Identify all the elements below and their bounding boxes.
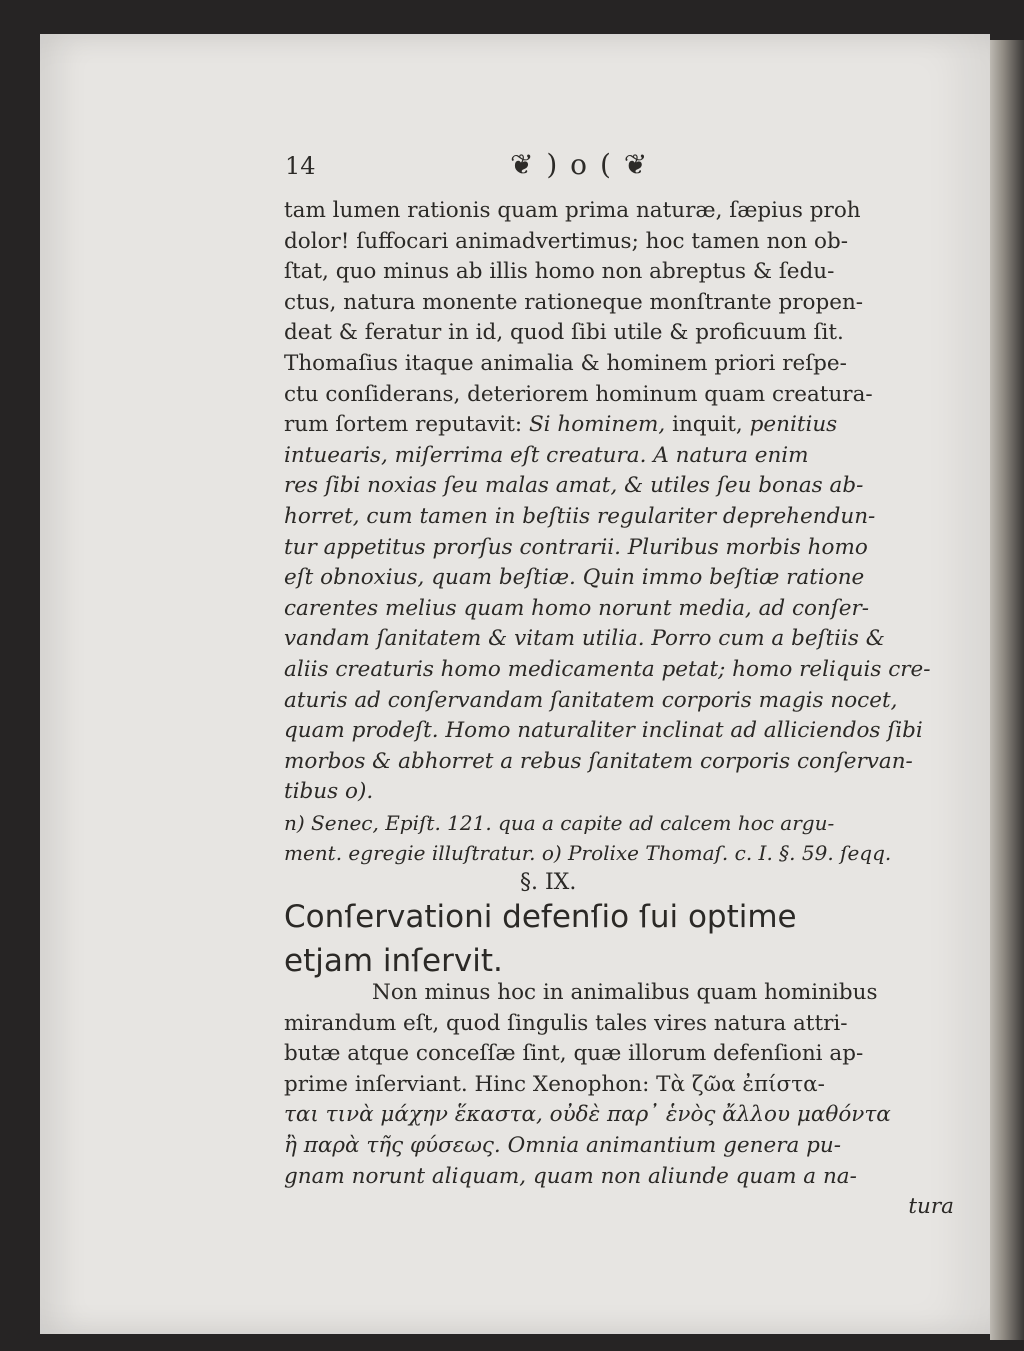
mixed-line: ἢ παρὰ τῆς φύσεως. Omnia animantium genera pu- bbox=[284, 1132, 842, 1158]
text-fragment: inquit, bbox=[672, 412, 743, 438]
greek-line: ται τινὰ μάχην ἕκαστα, οὐδὲ παρ᾽ ἑνὸς ἄλλου μαθόντα bbox=[284, 1102, 891, 1128]
paragraph-body bbox=[284, 196, 954, 869]
quote-line: horret, cum tamen in beſtiis regulariter deprehendun- bbox=[284, 503, 876, 529]
quote-fragment: penitius bbox=[749, 412, 838, 438]
quote-line: gnam norunt aliquam, quam non aliunde quam a na- bbox=[284, 1163, 857, 1189]
text-line: tam lumen rationis quam prima naturæ, ſæpius proh bbox=[284, 198, 861, 223]
text-line: Thomaſius itaque animalia & hominem priori reſpe- bbox=[284, 350, 847, 376]
quote-line: vandam ſanitatem & vitam utilia. Porro cum a beſtiis & bbox=[284, 626, 885, 652]
paragraph-closing bbox=[284, 978, 954, 1223]
footnote-line: n) Senec, Epiſt. 121. qua a capite ad calcem hoc argu- bbox=[284, 810, 835, 835]
quote-fragment: Si hominem, bbox=[528, 412, 666, 438]
text-line: Non minus hoc in animalibus quam hominibus bbox=[372, 980, 878, 1005]
text-fragment: rum ſortem reputavit: bbox=[284, 412, 523, 438]
quote-line: intuearis, miſerrima eſt creatura. A natura enim bbox=[284, 442, 809, 468]
text-line: mirandum eſt, quod ſingulis tales vires natura attri- bbox=[284, 1010, 848, 1036]
text-line: ctu conſiderans, deteriorem hominum quam creatura- bbox=[284, 381, 873, 407]
quote-line: quam prodeſt. Homo naturaliter inclinat ad alliciendos ſibi bbox=[284, 718, 923, 744]
section-title-line: etjam inſervit. bbox=[284, 943, 503, 979]
quote-line: res ſibi noxias ſeu malas amat, & utiles ſeu bonas ab- bbox=[284, 473, 864, 499]
text-line: butæ atque conceſſæ ſint, quæ illorum defenſioni ap- bbox=[284, 1041, 864, 1067]
quote-line: morbos & abhorret a rebus ſanitatem corporis conſervan- bbox=[284, 748, 913, 774]
catchword: tura bbox=[908, 1194, 954, 1220]
page-number: 14 bbox=[285, 152, 316, 180]
section-title bbox=[284, 895, 954, 983]
quote-line: tur appetitus prorſus contrarii. Pluribus morbis homo bbox=[284, 534, 868, 560]
quote-line: tibus o). bbox=[284, 779, 374, 805]
running-header bbox=[285, 148, 805, 192]
footnote-line: ment. egregie illuſtratur. o) Prolixe Thomaſ. c. I. §. 59. ſeqq. bbox=[284, 841, 892, 866]
section-number: §. IX. bbox=[520, 870, 577, 895]
page-edge bbox=[990, 40, 1024, 1340]
quote-line: carentes melius quam homo norunt media, ad conſer- bbox=[284, 595, 870, 621]
quote-line: eſt obnoxius, quam beſtiæ. Quin immo beſtiæ ratione bbox=[284, 565, 865, 591]
quote-line: aturis ad conſervandam ſanitatem corporis magis nocet, bbox=[284, 687, 898, 713]
text-line: dolor! ſuffocari animadvertimus; hoc tamen non ob- bbox=[284, 228, 849, 254]
text-line: deat & feratur in id, quod ſibi utile & proficuum ſit. bbox=[284, 320, 844, 346]
section-title-line: Conſervationi defenſio ſui optime bbox=[284, 899, 797, 935]
header-ornament: ❦ ) o ( ❦ bbox=[510, 148, 650, 181]
text-line-with-quote bbox=[284, 410, 954, 441]
text-line: prime inſerviant. Hinc Xenophon: Τὰ ζῶα ἐπίστα- bbox=[284, 1071, 825, 1097]
text-line: ſtat, quo minus ab illis homo non abreptus & ſedu- bbox=[284, 259, 835, 285]
text-line: ctus, natura monente rationeque monſtrante propen- bbox=[284, 289, 864, 315]
quote-line: aliis creaturis homo medicamenta petat; homo reliquis cre- bbox=[284, 656, 931, 682]
